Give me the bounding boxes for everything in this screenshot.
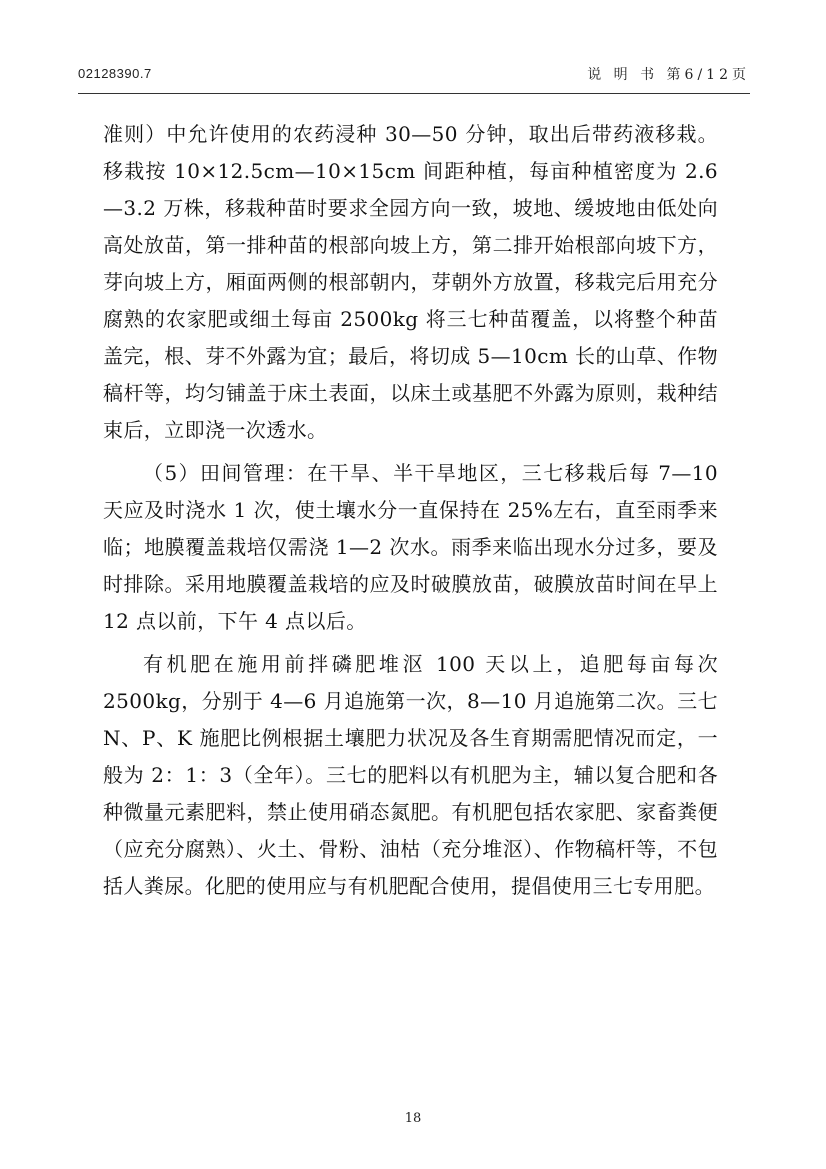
application-number: 02128390.7 [78,66,152,81]
paragraph-field-management: （5）田间管理：在干旱、半干旱地区，三七移栽后每 7—10 天应及时浇水 1 次，使土壤水分一直保持在 25%左右，直至雨季来临；地膜覆盖栽培仅需浇 1—2 次水。雨季来临出现水分过多，要及时排除。采用地膜覆盖栽培的应及时破膜放苗，破膜放苗时间在早上 12 点以前，下午 4 点以后。 [103,461,718,633]
header-divider [78,93,750,94]
document-type-page-label: 说 明 书 第6/12页 [587,67,750,83]
page-number: 18 [404,1111,422,1126]
paragraph-fertilization: 有机肥在施用前拌磷肥堆沤 100 天以上，追肥每亩每次 2500kg，分别于 4—6 月追施第一次，8—10 月追施第二次。三七 N、P、K 施肥比例根据土壤肥力状况及各生育期需肥情况而定，一般为 2：1：3（全年）。三七的肥料以有机肥为主，辅以复合肥和各种微量元素肥料，禁止使用硝态氮肥。有机肥包括农家肥、家畜粪便（应充分腐熟）、火土、骨粉、油枯（充分堆沤）、作物稿杆等，不包括人粪尿。化肥的使用应与有机肥配合使用，提倡使用三七专用肥。 [103,652,718,898]
document-body [103,116,718,905]
paragraph-transplanting: 准则）中允许使用的农药浸种 30—50 分钟，取出后带药液移栽。移栽按 10×12.5cm—10×15cm 间距种植，每亩种植密度为 2.6—3.2 万株，移栽种苗时要求全园方向一致，坡地、缓坡地由低处向高处放苗，第一排种苗的根部向坡上方，第二排开始根部向坡下方，芽向坡上方，厢面两侧的根部朝内，芽朝外方放置，移栽完后用充分腐熟的农家肥或细土每亩 2500kg 将三七种苗覆盖，以将整个种苗盖完，根、芽不外露为宜；最后，将切成 5—10cm 长的山草、作物稿杆等，均匀铺盖于床土表面，以床土或基肥不外露为原则，栽种结束后，立即浇一次透水。 [103,122,718,442]
page-header [78,62,750,84]
